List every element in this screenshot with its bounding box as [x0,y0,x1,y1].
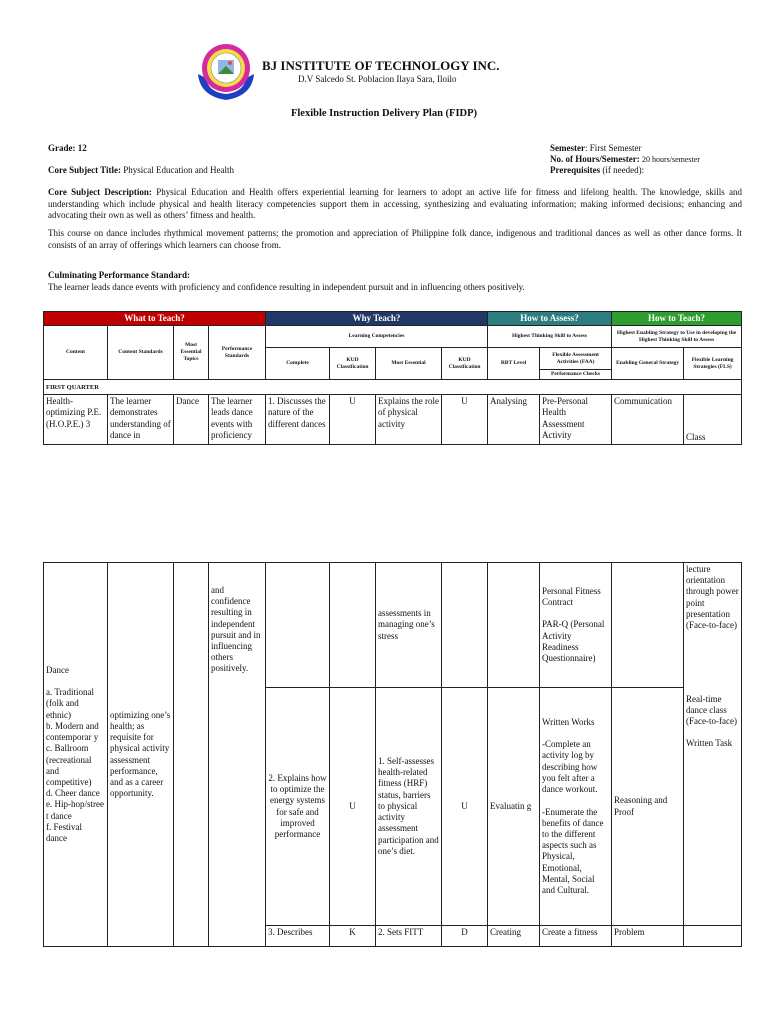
header-most-essential: Most Essential [376,348,442,380]
t2-r2-enabling: Reasoning and Proof [612,688,684,926]
core-title-line [48,165,234,176]
t2-r3-rbt: Creating [488,926,540,947]
fidp-table-1 [43,311,742,445]
t2-r1-enabling [612,563,684,688]
row1-kud-1: U [330,395,376,445]
culminating-text: The learner leads dance events with proficiency and confidence resulting in independent pursuit and in influencing others positively. [48,282,525,292]
t2-r3-enabling: Problem [612,926,684,947]
semester-value: : First Semester [584,143,642,153]
hours-value: 20 hours/semester [641,155,700,164]
t2-r2-faa: Written Works -Complete an activity log by describing how you felt after a dance workout. -Enumerate the benefits of dance to the different aspects such as Physical, Emotional, Mental, Social and Cultural. [540,688,612,926]
grade-value: 12 [77,143,87,153]
t2-content-standards: optimizing one’s health; as requisite for physical activity assessment performance, and as a career opportunity. [108,563,174,947]
band-why-teach: Why Teach? [266,312,488,326]
t2-fls-top: lecture orientation through power point presentation (Face-to-face) [684,563,742,688]
t2-r2-kud-1: U [330,688,376,926]
header-content: Content [44,326,108,380]
t2-r3-kud-2: D [442,926,488,947]
fidp-table-2 [43,562,742,947]
t2-r1-kud-2 [442,563,488,688]
row1-content: Health-optimizing P.E. (H.O.P.E.) 3 [44,395,108,445]
band-how-to-assess: How to Assess? [488,312,612,326]
institution-logo [194,38,258,102]
t2-r3-kud-1: K [330,926,376,947]
header-essential-topics: Most Essential Topics [174,326,209,380]
header-enabling-strategy: Enabling General Strategy [612,348,684,380]
t2-r1-essential: assessments in managing one’s stress [376,563,442,688]
semester-line [550,143,641,154]
core-description-text: Physical Education and Health offers experiential learning for learners to adopt an active life for fitness and lifelong health. The knowledge, skills and understanding which include physical and health literacy competencies support them in accessing, synthesizing and evaluating information; making informed decisions; enhancing and advocating their own as well as others’ fitness and health. [48,187,743,220]
t2-dance-list: a. Traditional (folk and ethnic) b. Modern and contemporar y c. Ballroom (recreational and competitive) d. Cheer dance e. Hip-hop/stree t dance f. Festival dance [46,687,104,843]
t2-r1-faa: Personal Fitness Contract PAR-Q (Personal Activity Readiness Questionnaire) [540,563,612,688]
culminating-label: Culminating Performance Standard: [48,270,190,280]
header-faa: Flexible Assessment Activities (FAA) [540,348,612,370]
t2-r1-kud-1 [330,563,376,688]
core-title-label: Core Subject Title: [48,165,121,175]
header-highest-strategy: Highest Enabling Strategy to Use in developing the Highest Thinking Skill to Assess [612,326,742,348]
t2-r3-fls [684,926,742,947]
t2-content-title: Dance [46,664,69,675]
row1-topics: Dance [174,395,209,445]
plan-title: Flexible Instruction Delivery Plan (FIDP) [290,108,478,119]
header-performance-standards: Performance Standards [209,326,266,380]
core-title-value: Physical Education and Health [123,165,234,175]
header-performance-checks: Performance Checks [540,370,612,380]
prereq-value: (if needed): [602,165,645,175]
t2-r2-complete: 2. Explains how to optimize the energy systems for safe and improved performance [266,688,330,926]
t2-r3-complete: 3. Describes [266,926,330,947]
core-description-label: Core Subject Description: [48,187,152,197]
row1-kud-2: U [442,395,488,445]
t2-r3-faa: Create a fitness [540,926,612,947]
grade-line [48,143,87,154]
row1-rbt: Analysing [488,395,540,445]
t2-r1-complete [266,563,330,688]
grade-label: Grade: [48,143,76,153]
semester-label: Semester [550,143,585,153]
header-learning-competencies: Learning Competencies [266,326,488,348]
band-what-to-teach: What to Teach? [44,312,266,326]
t2-r1-rbt [488,563,540,688]
institution-address: D.V Salcedo St. Poblacion Ilaya Sara, Iloilo [298,74,457,84]
header-kud-1: KUD Classification [330,348,376,380]
row1-enabling: Communication [612,395,684,445]
hours-line [550,154,700,165]
header-fls: Flexible Learning Strategies (FLS) [684,348,742,380]
header-complete: Complete [266,348,330,380]
band-how-to-teach: How to Teach? [612,312,742,326]
row1-content-standards: The learner demonstrates understanding of dance in [108,395,174,445]
row1-faa: Pre-Personal Health Assessment Activity [540,395,612,445]
t2-r2-essential: 1. Self-assesses health-related fitness (HRF) status, barriers to physical activity assessment participation and one’s diet. [376,688,442,926]
institution-name: BJ INSTITUTE OF TECHNOLOGY INC. [262,58,500,73]
header-content-standards: Content Standards [108,326,174,380]
header-rbt-level: RBT Level [488,348,540,380]
t2-performance: and confidence resulting in independent pursuit and in influencing others positively. [209,563,266,947]
t2-topics [174,563,209,947]
t2-r2-rbt: Evaluatin g [488,688,540,926]
course-description: This course on dance includes rhythmical movement patterns; the promotion and appreciation of Philippine folk dance, indigenous and traditional dances as well as other dance forms. It consists of an array of offerings which learners can choose from. [48,228,742,250]
t2-r3-essential: 2. Sets FITT [376,926,442,947]
row1-performance: The learner leads dance events with proficiency [209,395,266,445]
row1-essential: Explains the role of physical activity [376,395,442,445]
row1-fls: Class [684,395,742,445]
header-highest-skill: Highest Thinking Skill to Assess [488,326,612,348]
quarter-label: FIRST QUARTER [44,380,742,395]
t2-r2-kud-2: U [442,688,488,926]
core-description [48,187,742,222]
t2-fls-mid: Real-time dance class (Face-to-face) Written Task [684,688,742,926]
header-kud-2: KUD Classification [442,348,488,380]
row1-complete: 1. Discusses the nature of the different dances [266,395,330,445]
prereq-label: Prerequisites [550,165,601,175]
hours-label: No. of Hours/Semester: [550,154,640,164]
t2-content [44,563,108,947]
prereq-line [550,165,644,176]
